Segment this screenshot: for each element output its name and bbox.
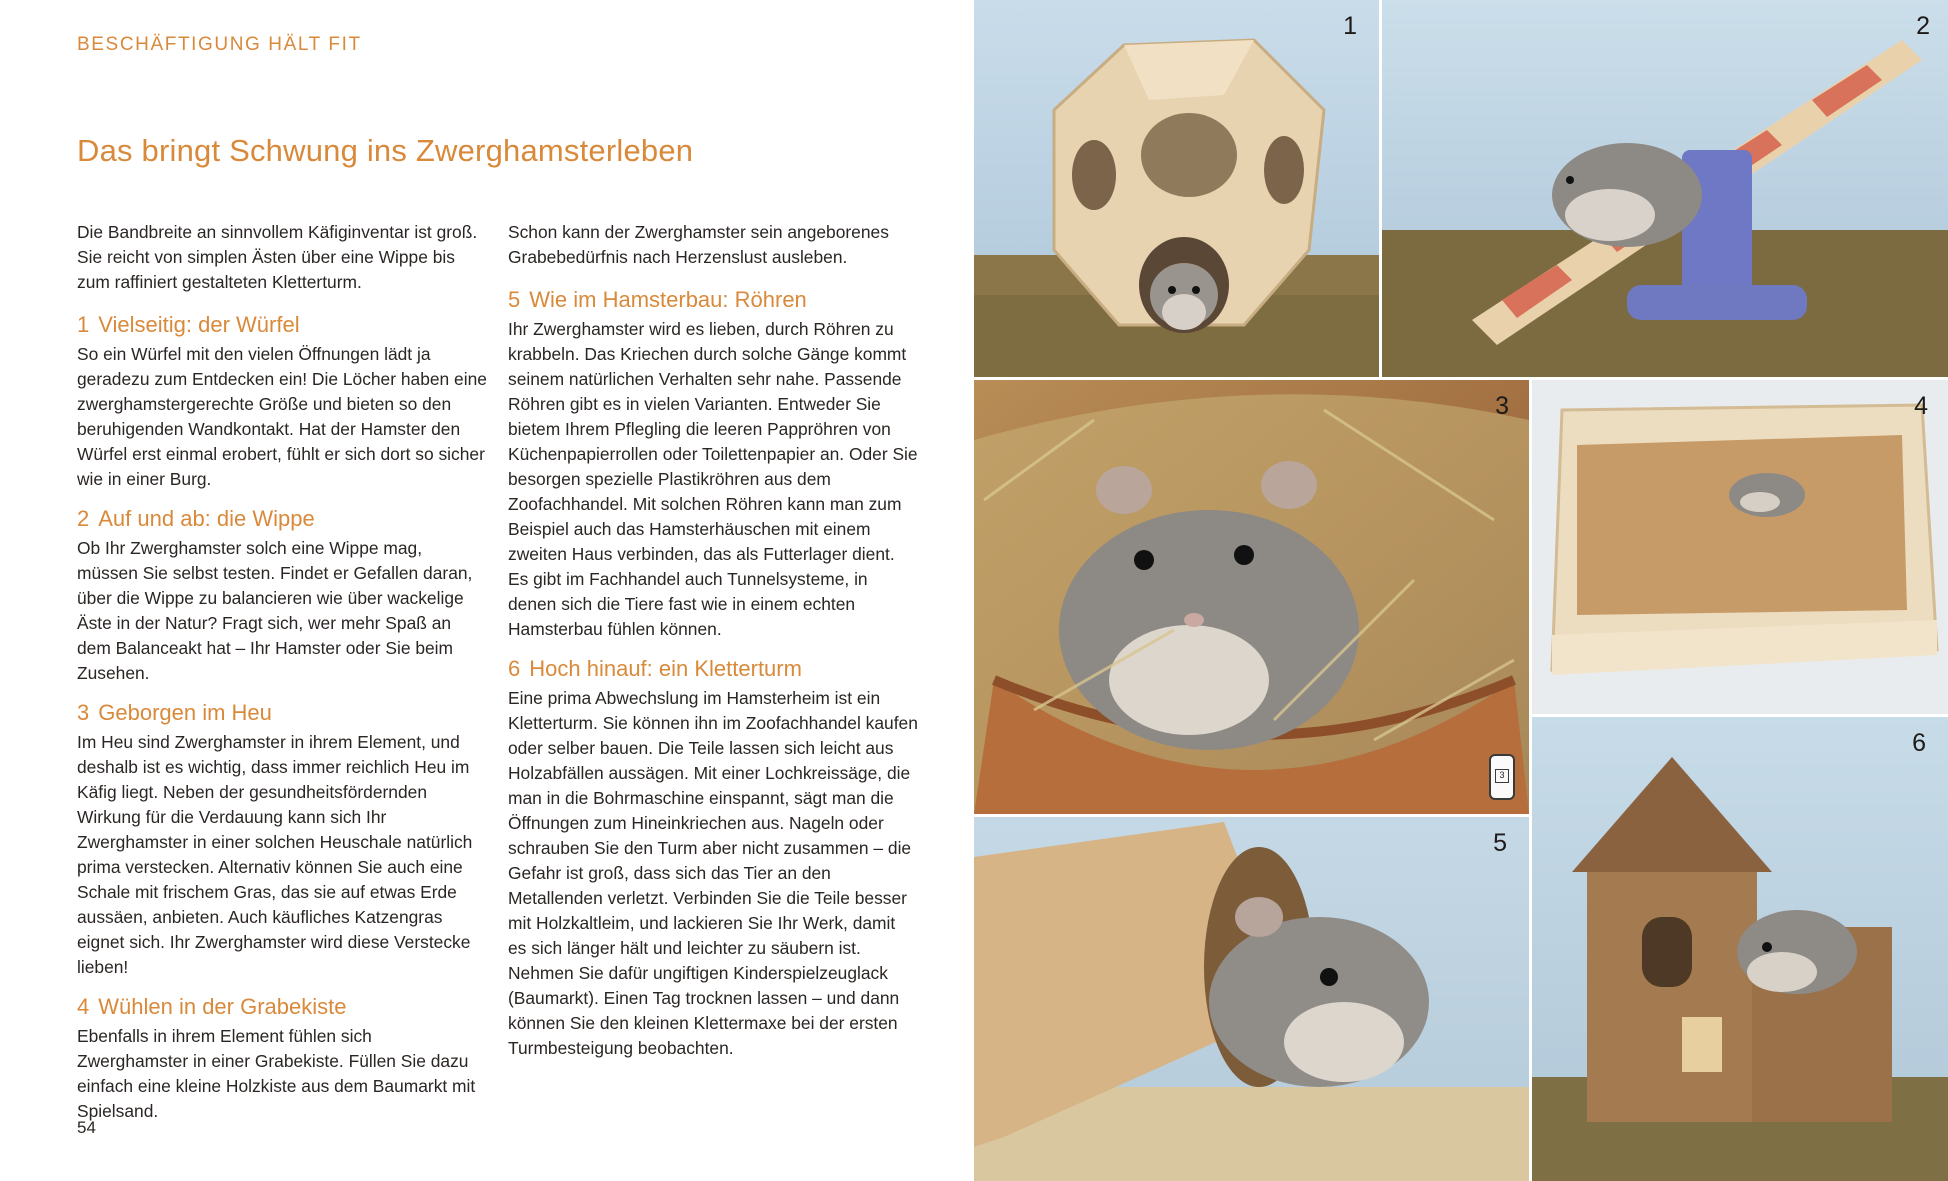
photo-number: 3 — [1495, 392, 1509, 420]
section-heading-5 — [508, 286, 918, 314]
hamster-on-climbing-tower-photo — [1532, 717, 1948, 1181]
photo-number: 4 — [1914, 392, 1928, 420]
section-heading-3 — [77, 699, 487, 727]
section-body-1: So ein Würfel mit den vielen Öffnungen lädt ja geradezu zum Entdecken ein! Die Löcher haben eine zwerghamstergerechte Größe und bieten so den beruhigenden Wandkontakt. Hat der Hamster den Würfel erst einmal erobert, fühlt er sich dort so sicher wie in einer Burg. — [77, 344, 487, 489]
hamster-in-hay-bowl-photo — [974, 380, 1529, 814]
section-body-4: Ebenfalls in ihrem Element fühlen sich Zwerghamster in einer Grabekiste. Füllen Sie dazu einfach eine kleine Holzkiste aus dem Baumarkt mit Spielsand. — [77, 1026, 476, 1121]
section-body-5: Ihr Zwerghamster wird es lieben, durch Röhren zu krabbeln. Das Kriechen durch solche Gänge kommt seinem natürlichen Verhalten sehr nahe. Passende Röhren gibt es in vielen Varianten. Entweder Sie bietem Ihrem Pflegling die leeren Pappröhren von Küchenpapierrollen oder Toilettenpapier an. Oder Sie besorgen spezielle Plastikröhren aus dem Zoofachhandel. Mit solchen Röhren kann man zum Beispiel auch das Hamsterhäuschen mit einem zweiten Haus verbinden, das als Futterlager dient. Es gibt im Fachhandel auch Tunnelsysteme, in denen sich die Tiere fast wie in einem echten Hamsterbau fühlen können. — [508, 319, 918, 639]
section-number: 1 — [77, 312, 90, 337]
section-heading-1 — [77, 311, 487, 339]
hamster-in-sand-box-photo — [1532, 380, 1948, 714]
hamster-in-wooden-cube-photo — [974, 0, 1379, 377]
section-heading-text: Vielseitig: der Würfel — [98, 312, 300, 337]
section-heading-text: Hoch hinauf: ein Kletterturm — [529, 656, 802, 681]
app-badge-number: 3 — [1495, 769, 1509, 783]
photo-6 — [1532, 717, 1948, 1181]
photo-number: 5 — [1493, 829, 1507, 857]
photo-number: 6 — [1912, 729, 1926, 757]
section-heading-6 — [508, 655, 918, 683]
section-number: 4 — [77, 994, 90, 1019]
page-number: 54 — [77, 1118, 96, 1137]
section-number: 5 — [508, 287, 521, 312]
section-body-2: Ob Ihr Zwerghamster solch eine Wippe mag, müssen Sie selbst testen. Findet er Gefallen daran, über die Wippe zu balancieren wie über wackelige Äste in der Natur? Fragt sich, wer mehr Spaß an dem Balanceakt hat – Ihr Hamster oder Sie beim Zusehen. — [77, 538, 473, 683]
section-number: 2 — [77, 506, 90, 531]
section-heading-4 — [77, 993, 487, 1021]
section-body-3: Im Heu sind Zwerghamster in ihrem Element, und deshalb ist es wichtig, dass immer reichlich Heu im Käfig liegt. Neben der gesundheitsfördernden Wirkung für die Verdauung kann sich Ihr Zwerghamster in einer solchen Heuschale natürlich prima verstecken. Alternativ können Sie auch eine Schale mit frischem Gras, das sie auf etwas Erde aussäen, anbieten. Auch käufliches Katzengras eignet sich. Ihr Zwerghamster wird diese Verstecke lieben! — [77, 732, 473, 977]
smartphone-app-icon — [1489, 754, 1515, 800]
continuation-paragraph: Schon kann der Zwerghamster sein angeborenes Grabebedürfnis nach Herzenslust ausleben. — [508, 222, 889, 267]
section-heading-text: Auf und ab: die Wippe — [98, 506, 315, 531]
section-body-6: Eine prima Abwechslung im Hamsterheim ist ein Kletterturm. Sie können ihn im Zoofachhandel kaufen oder selber bauen. Die Teile lassen sich leicht aus Holzabfällen aussägen. Mit einer Lochkreissäge, die man in die Bohrmaschine einspannt, sägt man die Öffnungen zum Hineinkriechen aus. Nageln oder schrauben Sie den Turm aber nicht zusammen – die Gefahr ist groß, dass sich das Tier an den Metallenden verletzt. Verbinden Sie die Teile besser mit Holzkaltleim, und lackieren Sie Ihr Werk, damit es sich länger hält und leichter zu säubern ist. Nehmen Sie dafür ungiftigen Kinderspielzeuglack (Baumarkt). Einen Tag trocknen lassen – und dann können Sie den kleinen Klettermaxe bei der ersten Turmbesteigung beobachten. — [508, 688, 918, 1058]
section-heading-text: Wie im Hamsterbau: Röhren — [529, 287, 807, 312]
photo-number: 2 — [1916, 12, 1930, 40]
intro-paragraph: Die Bandbreite an sinnvollem Käfiginventar ist groß. Sie reicht von simplen Ästen über eine Wippe bis zum raffiniert gestalteten Kletterturm. — [77, 222, 478, 292]
section-heading-2 — [77, 505, 487, 533]
section-heading-text: Wühlen in der Grabekiste — [98, 994, 347, 1019]
section-number: 6 — [508, 656, 521, 681]
section-heading-text: Geborgen im Heu — [98, 700, 272, 725]
photo-collage — [974, 0, 1948, 1181]
photo-5 — [974, 817, 1529, 1181]
photo-4 — [1532, 380, 1948, 714]
hamster-in-wooden-tube-photo — [974, 817, 1529, 1181]
section-number: 3 — [77, 700, 90, 725]
photo-3 — [974, 380, 1529, 814]
section-kicker: BESCHÄFTIGUNG HÄLT FIT — [77, 34, 362, 55]
photo-1 — [974, 0, 1379, 377]
photo-2 — [1382, 0, 1948, 377]
text-column-right — [508, 220, 918, 1061]
text-column-left — [77, 220, 487, 1124]
page-title: Das bringt Schwung ins Zwerghamsterleben — [77, 133, 694, 168]
hamster-on-seesaw-photo — [1382, 0, 1948, 377]
photo-number: 1 — [1343, 12, 1357, 40]
